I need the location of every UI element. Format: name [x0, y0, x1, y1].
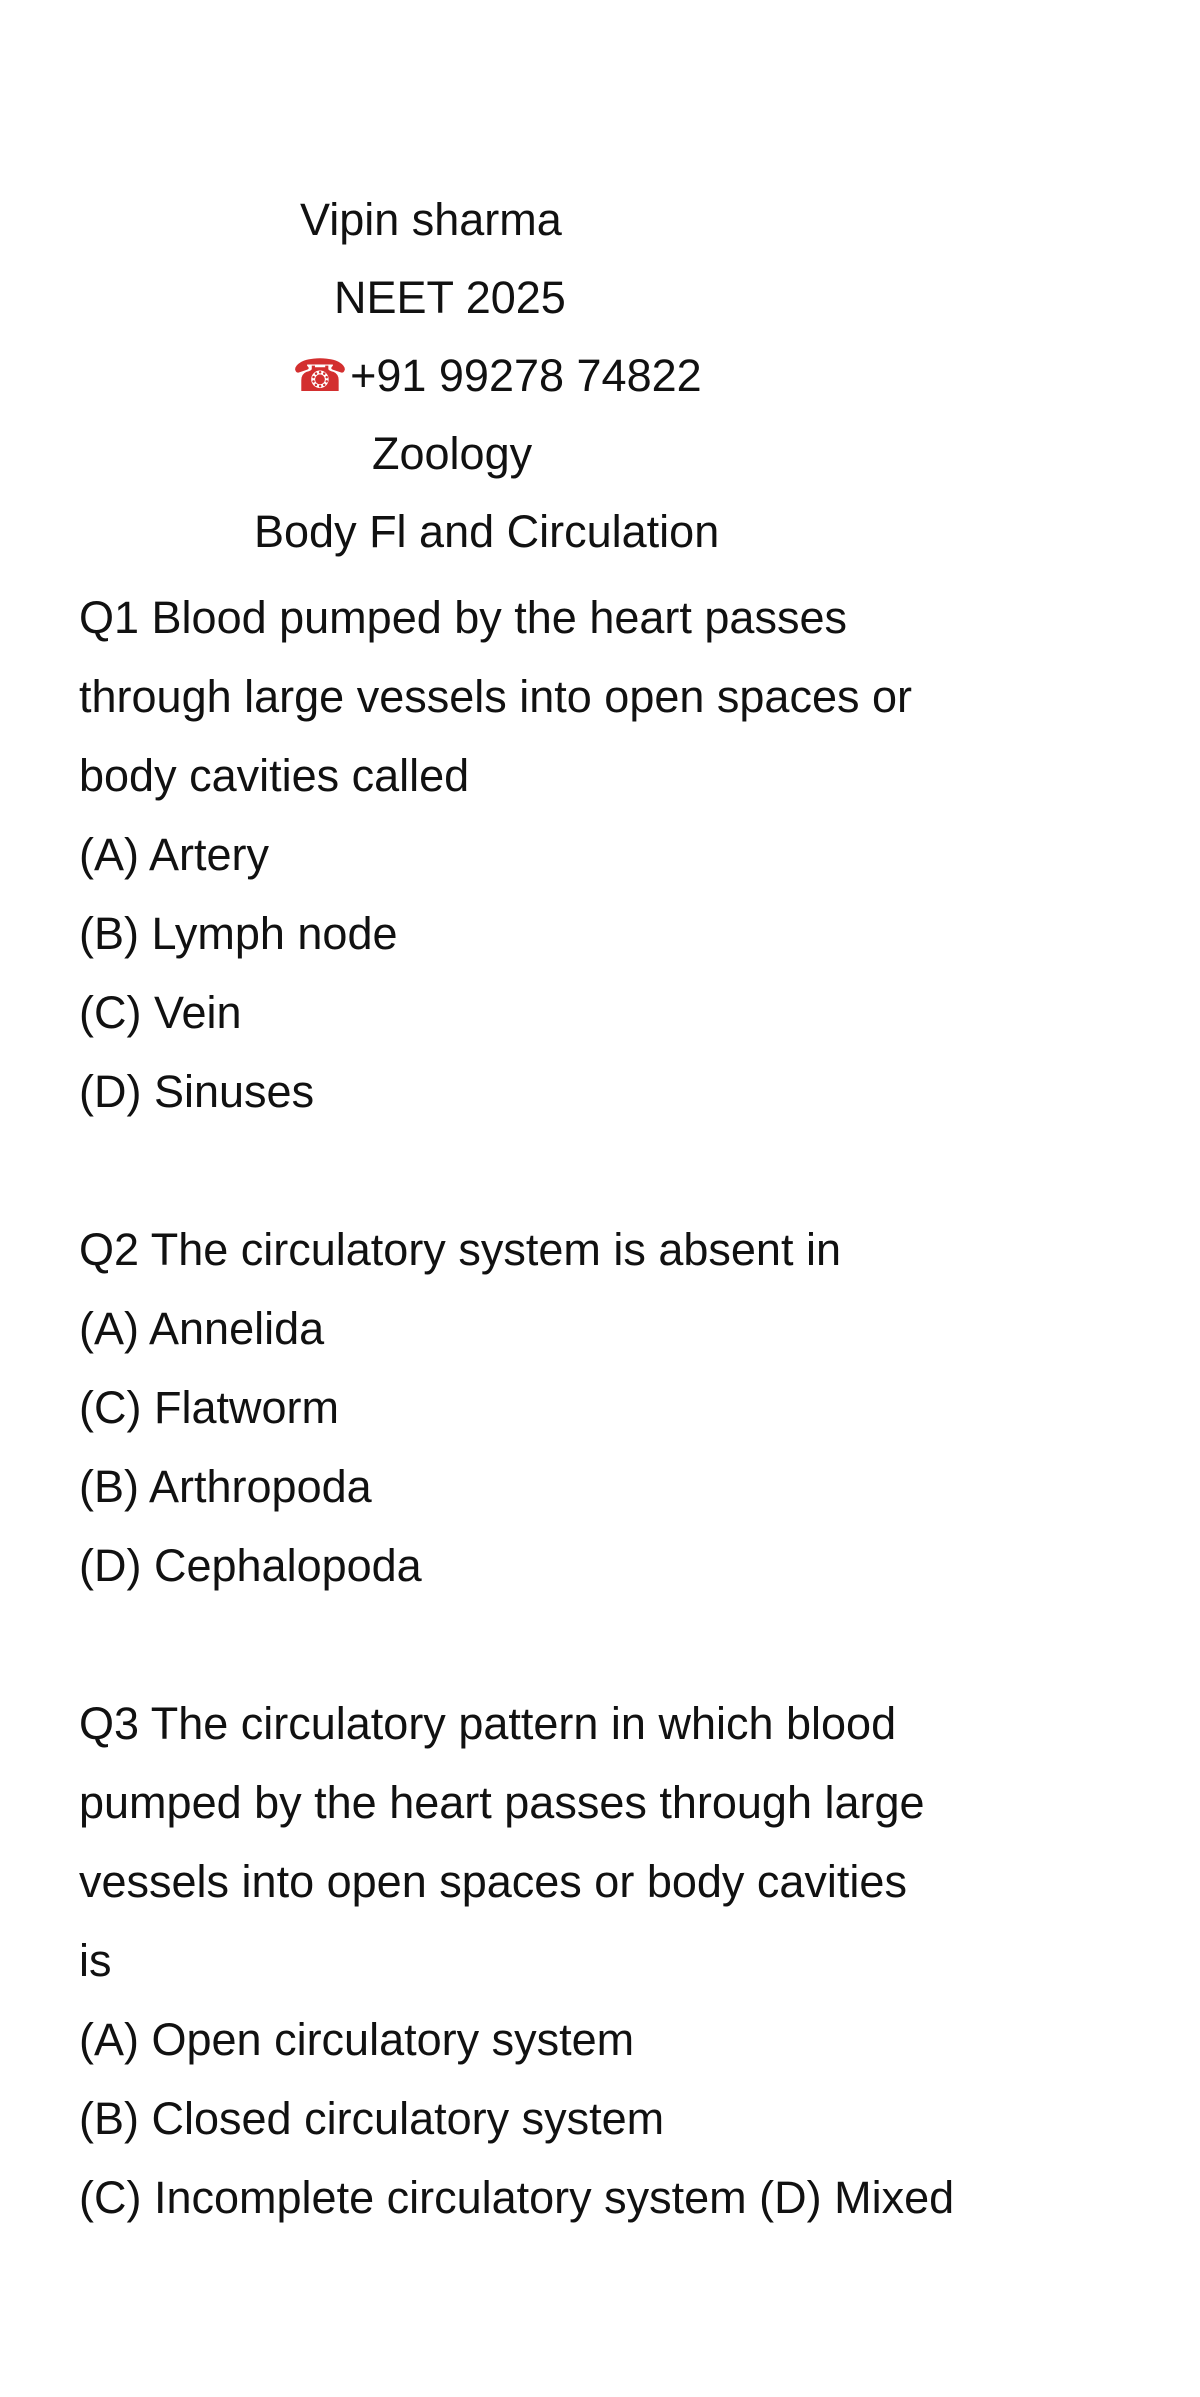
spacer — [79, 1131, 1139, 1210]
option-a: (A) Annelida — [79, 1303, 325, 1354]
option-a: (A) Artery — [79, 829, 270, 880]
option-b: (B) Closed circulatory system — [79, 2093, 665, 2144]
phone-number-line — [292, 336, 702, 415]
option-c: (C) Vein — [79, 987, 242, 1038]
question-text-line: vessels into open spaces or body cavities — [79, 1856, 907, 1907]
question-text-line: Q1 Blood pumped by the heart passes — [79, 592, 847, 643]
option-d: (D) Sinuses — [79, 1066, 315, 1117]
option-a: (A) Open circulatory system — [79, 2014, 635, 2065]
option-b: (B) Lymph node — [79, 908, 398, 959]
option-b: (B) Arthropoda — [79, 1461, 372, 1512]
spacer — [79, 1605, 1139, 1684]
subject-title: Zoology — [372, 428, 533, 479]
question-block-q1 — [79, 578, 1139, 1131]
question-text-line: body cavities called — [79, 750, 470, 801]
exam-title: NEET 2025 — [334, 272, 566, 323]
chapter-title: Body Fl and Circulation — [254, 506, 720, 557]
question-block-q2 — [79, 1210, 1139, 1605]
telephone-icon: ☎ — [292, 350, 349, 401]
question-text-line: is — [79, 1935, 112, 1986]
phone-number: +91 99278 74822 — [350, 350, 702, 401]
option-c-d: (C) Incomplete circulatory system (D) Mixed — [79, 2172, 955, 2223]
questions-section — [79, 578, 1139, 2237]
option-d: (D) Cephalopoda — [79, 1540, 422, 1591]
question-text-line: Q3 The circulatory pattern in which blood — [79, 1698, 897, 1749]
author-name: Vipin sharma — [300, 194, 562, 245]
question-text-line: pumped by the heart passes through large — [79, 1777, 925, 1828]
question-block-q3 — [79, 1684, 1139, 2237]
question-text-line: Q2 The circulatory system is absent in — [79, 1224, 841, 1275]
question-text-line: through large vessels into open spaces or — [79, 671, 913, 722]
option-c: (C) Flatworm — [79, 1382, 339, 1433]
